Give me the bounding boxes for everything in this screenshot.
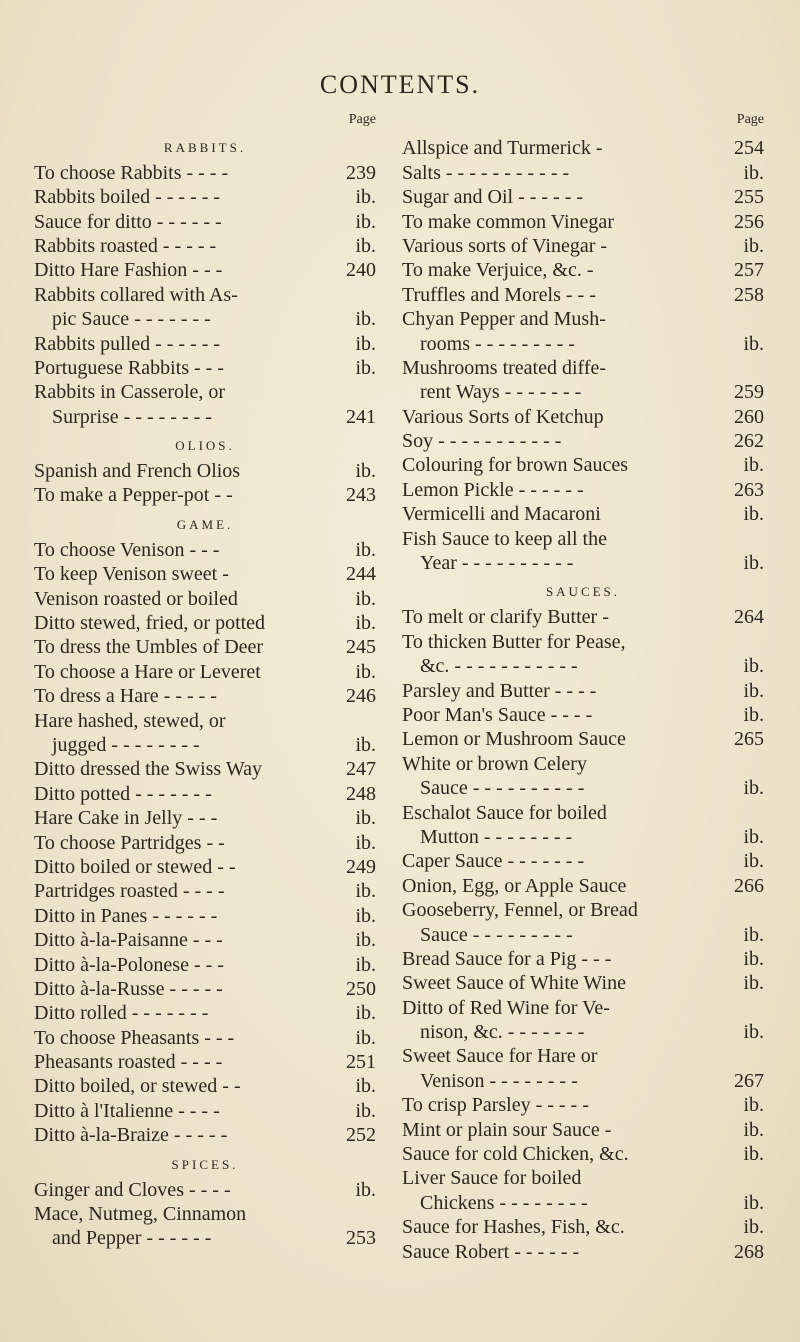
entry-page-number: ib. <box>355 904 376 927</box>
contents-entry <box>34 356 376 380</box>
entry-title: Ditto à-la-Paisanne - - - <box>34 929 223 952</box>
section-heading-text: OLIOS. <box>175 438 235 454</box>
entry-page-number: ib. <box>743 655 764 678</box>
entry-title: Ditto dressed the Swiss Way <box>34 758 263 781</box>
entry-title: Hare Cake in Jelly - - - <box>34 807 218 830</box>
entry-page-number: ib. <box>355 1002 376 1025</box>
contents-entry <box>34 1099 376 1123</box>
contents-entry <box>34 757 376 781</box>
entry-page-number: 239 <box>346 161 376 184</box>
entry-page-number: ib. <box>743 161 764 184</box>
entry-title: Bread Sauce for a Pig - - - <box>402 947 612 970</box>
contents-entry <box>402 185 764 209</box>
entry-title: &c. - - - - - - - - - - - <box>420 655 578 678</box>
entry-page-number: 268 <box>734 1240 764 1263</box>
entry-title: Pheasants roasted - - - - <box>34 1051 223 1074</box>
contents-entry <box>34 1001 376 1025</box>
entry-title: To choose Partridges - - <box>34 831 225 854</box>
entry-title: To choose Pheasants - - - <box>34 1026 235 1049</box>
entry-title: Rabbits in Casserole, or <box>34 381 226 404</box>
entry-title: nison, &c. - - - - - - - <box>420 1021 585 1044</box>
contents-entry <box>34 283 376 307</box>
entry-title: Sauce for Hashes, Fish, &c. <box>402 1216 625 1239</box>
entry-page-number: ib. <box>743 1143 764 1166</box>
contents-entry <box>402 630 764 654</box>
page-label: Page <box>348 112 376 127</box>
entry-title: Ditto à l'Italienne - - - - <box>34 1099 220 1122</box>
contents-entry <box>402 307 764 331</box>
contents-entry-continuation <box>402 1191 764 1215</box>
contents-entry-continuation <box>402 551 764 575</box>
contents-entry <box>402 234 764 258</box>
entry-title: To make a Pepper-pot - - <box>34 484 233 507</box>
entry-page-number: ib. <box>355 807 376 830</box>
contents-entry <box>34 635 376 659</box>
entry-title: Lemon Pickle - - - - - - <box>402 478 584 501</box>
entry-title: To make Verjuice, &c. - <box>402 259 594 282</box>
entry-title: Year - - - - - - - - - - <box>420 552 574 575</box>
contents-entry-continuation <box>34 733 376 757</box>
contents-entry <box>34 161 376 185</box>
entry-page-number: 244 <box>346 563 376 586</box>
contents-entry <box>402 703 764 727</box>
entry-title: Fish Sauce to keep all the <box>402 527 607 550</box>
contents-entry <box>402 258 764 282</box>
entry-title: Various sorts of Vinegar - <box>402 234 608 257</box>
contents-entry-continuation <box>402 380 764 404</box>
entry-title: To crisp Parsley - - - - - <box>402 1094 589 1117</box>
contents-entry <box>402 679 764 703</box>
entry-title: To melt or clarify Butter - <box>402 606 609 629</box>
entry-title: Gooseberry, Fennel, or Bread <box>402 899 638 922</box>
entry-page-number: ib. <box>355 953 376 976</box>
entry-title: Ditto boiled or stewed - - <box>34 855 236 878</box>
section-heading <box>34 1148 376 1178</box>
contents-entry <box>34 234 376 258</box>
contents-entry <box>402 971 764 995</box>
entry-title: and Pepper - - - - - - <box>52 1227 212 1250</box>
entry-title: To choose Rabbits - - - - <box>34 161 229 184</box>
entry-page-number: ib. <box>355 612 376 635</box>
entry-page-number: ib. <box>743 1094 764 1117</box>
entry-page-number: 248 <box>346 782 376 805</box>
entry-title: Ginger and Cloves - - - - <box>34 1178 231 1201</box>
contents-entry <box>34 587 376 611</box>
contents-entry <box>402 727 764 751</box>
entry-title: Ditto à-la-Russe - - - - - <box>34 977 223 1000</box>
entry-title: Sauce for ditto - - - - - - <box>34 210 222 233</box>
entry-page-number: 256 <box>734 210 764 233</box>
contents-entry <box>34 258 376 282</box>
entry-title: Rabbits roasted - - - - - <box>34 234 217 257</box>
contents-entry <box>34 709 376 733</box>
entry-page-number: ib. <box>743 825 764 848</box>
entry-title: Salts - - - - - - - - - - - <box>402 161 570 184</box>
contents-entry <box>402 1142 764 1166</box>
entry-page-number: ib. <box>355 234 376 257</box>
entry-title: Sauce for cold Chicken, &c. <box>402 1143 629 1166</box>
entry-title: Poor Man's Sauce - - - - <box>402 703 593 726</box>
entry-title: Spanish and French Olios <box>34 460 241 483</box>
entry-page-number: 249 <box>346 855 376 878</box>
entry-page-number: 241 <box>346 405 376 428</box>
contents-entry <box>402 947 764 971</box>
entry-page-number: ib. <box>355 660 376 683</box>
contents-entry <box>402 283 764 307</box>
entry-title: Ditto à-la-Polonese - - - <box>34 953 224 976</box>
contents-entry-continuation <box>402 825 764 849</box>
contents-entry <box>402 405 764 429</box>
contents-entry <box>34 483 376 507</box>
entry-title: Mint or plain sour Sauce - <box>402 1118 612 1141</box>
entry-page-number: ib. <box>355 460 376 483</box>
section-heading <box>402 575 764 605</box>
contents-entry <box>34 210 376 234</box>
entry-page-number: ib. <box>355 308 376 331</box>
entry-title: Ditto in Panes - - - - - - <box>34 904 218 927</box>
entry-page-number: ib. <box>743 552 764 575</box>
entry-title: Sauce - - - - - - - - - <box>420 923 573 946</box>
contents-entry <box>402 210 764 234</box>
section-heading-text: SAUCES. <box>545 584 621 600</box>
contents-entry <box>34 611 376 635</box>
entry-title: pic Sauce - - - - - - - <box>52 308 211 331</box>
entry-title: Surprise - - - - - - - - <box>52 405 212 428</box>
contents-entry-continuation <box>402 654 764 678</box>
entry-page-number: ib. <box>355 1099 376 1122</box>
contents-entry <box>402 1166 764 1190</box>
contents-entry <box>402 1215 764 1239</box>
entry-title: Ditto rolled - - - - - - - <box>34 1002 209 1025</box>
section-heading-text: RABBITS. <box>163 140 247 156</box>
contents-entry-continuation <box>34 1226 376 1250</box>
section-heading <box>34 136 376 160</box>
contents-column-left <box>34 112 376 1251</box>
entry-page-number: 258 <box>734 283 764 306</box>
entry-page-number: ib. <box>355 356 376 379</box>
entry-page-number: 266 <box>734 874 764 897</box>
entry-title: Rabbits boiled - - - - - - <box>34 186 221 209</box>
entry-page-number: ib. <box>355 880 376 903</box>
entry-page-number: ib. <box>743 1216 764 1239</box>
entry-title: Chickens - - - - - - - - <box>420 1191 588 1214</box>
contents-entry <box>34 1123 376 1147</box>
entry-title: White or brown Celery <box>402 752 587 775</box>
entry-page-number: 251 <box>346 1051 376 1074</box>
entry-title: Various Sorts of Ketchup <box>402 405 604 428</box>
entry-title: rent Ways - - - - - - - <box>420 381 582 404</box>
contents-entry <box>402 1093 764 1117</box>
entry-title: Partridges roasted - - - - <box>34 880 225 903</box>
entry-page-number: 257 <box>734 259 764 282</box>
contents-entry <box>402 849 764 873</box>
contents-entry <box>34 855 376 879</box>
entry-page-number: 240 <box>346 259 376 282</box>
contents-entry <box>402 136 764 160</box>
entry-title: Ditto à-la-Braize - - - - - <box>34 1124 228 1147</box>
contents-entry <box>34 1074 376 1098</box>
contents-entry <box>402 801 764 825</box>
entry-title: Hare hashed, stewed, or <box>34 709 226 732</box>
entry-title: Mutton - - - - - - - - <box>420 825 573 848</box>
entry-title: Ditto boiled, or stewed - - <box>34 1075 241 1098</box>
contents-entry <box>34 953 376 977</box>
entry-title: Ditto Hare Fashion - - - <box>34 259 223 282</box>
entry-page-number: ib. <box>743 1021 764 1044</box>
contents-entry <box>34 928 376 952</box>
contents-entry <box>402 874 764 898</box>
contents-entry-continuation <box>34 405 376 429</box>
entry-page-number: 264 <box>734 606 764 629</box>
entry-page-number: ib. <box>743 454 764 477</box>
entry-page-number: 245 <box>346 636 376 659</box>
contents-entry <box>34 684 376 708</box>
contents-entry <box>34 977 376 1001</box>
entry-page-number: ib. <box>743 503 764 526</box>
entry-page-number: 263 <box>734 478 764 501</box>
entry-page-number: 254 <box>734 137 764 160</box>
entry-page-number: 262 <box>734 430 764 453</box>
entry-page-number: ib. <box>743 234 764 257</box>
section-heading <box>34 429 376 459</box>
entry-page-number: ib. <box>355 1178 376 1201</box>
contents-entry-continuation <box>402 923 764 947</box>
entry-title: Vermicelli and Macaroni <box>402 503 601 526</box>
contents-entry <box>34 782 376 806</box>
entry-title: jugged - - - - - - - - <box>52 733 200 756</box>
contents-entry <box>34 1026 376 1050</box>
entry-title: To dress the Umbles of Deer <box>34 636 264 659</box>
contents-entry <box>402 996 764 1020</box>
entry-page-number: ib. <box>743 777 764 800</box>
entry-title: Ditto of Red Wine for Ve- <box>402 996 610 1019</box>
contents-entry-continuation <box>402 1020 764 1044</box>
contents-entry <box>402 752 764 776</box>
entry-page-number: ib. <box>743 703 764 726</box>
contents-entry-continuation <box>34 307 376 331</box>
entry-title: Mushrooms treated diffe- <box>402 356 607 379</box>
entry-page-number: ib. <box>355 1026 376 1049</box>
entry-title: Portuguese Rabbits - - - <box>34 356 224 379</box>
entry-page-number: ib. <box>355 186 376 209</box>
entry-title: Soy - - - - - - - - - - - <box>402 430 562 453</box>
contents-entry-continuation <box>402 1069 764 1093</box>
entry-page-number: ib. <box>743 947 764 970</box>
contents-entry <box>402 1118 764 1142</box>
entry-title: To make common Vinegar <box>402 210 614 233</box>
entry-title: To choose Venison - - - <box>34 538 220 561</box>
entry-title: Allspice and Turmerick - <box>402 137 603 160</box>
entry-page-number: ib. <box>743 923 764 946</box>
entry-title: Chyan Pepper and Mush- <box>402 308 606 331</box>
contents-entry <box>34 831 376 855</box>
entry-title: Liver Sauce for boiled <box>402 1167 582 1190</box>
entry-page-number: ib. <box>743 332 764 355</box>
entry-page-number: ib. <box>743 1118 764 1141</box>
entry-title: Venison - - - - - - - - <box>420 1069 578 1092</box>
entry-page-number: ib. <box>355 929 376 952</box>
entry-page-number: ib. <box>355 210 376 233</box>
section-heading-text: SPICES. <box>171 1156 239 1172</box>
entry-title: Colouring for brown Sauces <box>402 454 629 477</box>
page-label: Page <box>736 112 764 127</box>
entry-page-number: 265 <box>734 728 764 751</box>
entry-title: To choose a Hare or Leveret <box>34 660 261 683</box>
contents-entry <box>34 1178 376 1202</box>
page-title: CONTENTS. <box>319 70 481 99</box>
entry-page-number: 267 <box>734 1069 764 1092</box>
contents-entry <box>34 332 376 356</box>
contents-entry <box>34 1202 376 1226</box>
entry-page-number: ib. <box>743 972 764 995</box>
entry-page-number: ib. <box>743 1191 764 1214</box>
entry-title: Mace, Nutmeg, Cinnamon <box>34 1203 247 1226</box>
entry-page-number: 243 <box>346 484 376 507</box>
contents-entry <box>34 879 376 903</box>
entry-page-number: ib. <box>355 831 376 854</box>
entry-title: Eschalot Sauce for boiled <box>402 801 607 824</box>
contents-column-right <box>402 112 764 1264</box>
contents-entry <box>402 453 764 477</box>
entry-title: Ditto stewed, fried, or potted <box>34 612 266 635</box>
entry-title: Sauce Robert - - - - - - <box>402 1240 580 1263</box>
contents-entry <box>34 660 376 684</box>
contents-entry <box>402 356 764 380</box>
contents-entry <box>402 478 764 502</box>
contents-entry <box>402 1240 764 1264</box>
contents-entry <box>34 380 376 404</box>
contents-entry-continuation <box>402 776 764 800</box>
contents-entry <box>402 527 764 551</box>
entry-page-number: 250 <box>346 977 376 1000</box>
page-column-header <box>402 112 764 136</box>
entry-page-number: 253 <box>346 1227 376 1250</box>
entry-title: Sugar and Oil - - - - - - <box>402 186 584 209</box>
entry-page-number: ib. <box>355 587 376 610</box>
contents-entry <box>34 904 376 928</box>
entry-title: Truffles and Morels - - - <box>402 283 596 306</box>
entry-page-number: ib. <box>355 1075 376 1098</box>
entry-title: To dress a Hare - - - - - <box>34 685 217 708</box>
entry-page-number: ib. <box>355 538 376 561</box>
entry-title: Onion, Egg, or Apple Sauce <box>402 874 627 897</box>
entry-page-number: ib. <box>355 733 376 756</box>
contents-entry <box>34 806 376 830</box>
entry-page-number: 252 <box>346 1124 376 1147</box>
entry-title: Ditto potted - - - - - - - <box>34 782 212 805</box>
contents-entry <box>402 605 764 629</box>
contents-entry <box>402 429 764 453</box>
contents-entry <box>402 502 764 526</box>
entry-page-number: 260 <box>734 405 764 428</box>
entry-page-number: ib. <box>355 332 376 355</box>
contents-entry <box>402 898 764 922</box>
entry-title: Rabbits collared with As- <box>34 283 238 306</box>
entry-page-number: 246 <box>346 685 376 708</box>
entry-page-number: ib. <box>743 679 764 702</box>
contents-entry <box>34 1050 376 1074</box>
section-heading-text: GAME. <box>176 516 234 532</box>
entry-title: rooms - - - - - - - - - <box>420 332 575 355</box>
entry-title: Rabbits pulled - - - - - - <box>34 332 221 355</box>
entry-page-number: ib. <box>743 850 764 873</box>
entry-title: Parsley and Butter - - - - <box>402 679 597 702</box>
contents-entry-continuation <box>402 332 764 356</box>
entry-page-number: 255 <box>734 186 764 209</box>
entry-page-number: 247 <box>346 758 376 781</box>
entry-title: Sauce - - - - - - - - - - <box>420 777 585 800</box>
page-column-header <box>34 112 376 136</box>
entry-title: Venison roasted or boiled <box>34 587 238 610</box>
entry-page-number: 259 <box>734 381 764 404</box>
contents-entry <box>34 538 376 562</box>
entry-title: Lemon or Mushroom Sauce <box>402 728 626 751</box>
contents-entry <box>34 459 376 483</box>
entry-title: Sweet Sauce for Hare or <box>402 1045 598 1068</box>
entry-title: Sweet Sauce of White Wine <box>402 972 626 995</box>
contents-entry <box>402 161 764 185</box>
entry-title: Caper Sauce - - - - - - - <box>402 850 585 873</box>
contents-entry <box>34 562 376 586</box>
contents-entry <box>34 185 376 209</box>
entry-title: To thicken Butter for Pease, <box>402 630 626 653</box>
contents-entry <box>402 1044 764 1068</box>
section-heading <box>34 508 376 538</box>
entry-title: To keep Venison sweet - <box>34 563 229 586</box>
